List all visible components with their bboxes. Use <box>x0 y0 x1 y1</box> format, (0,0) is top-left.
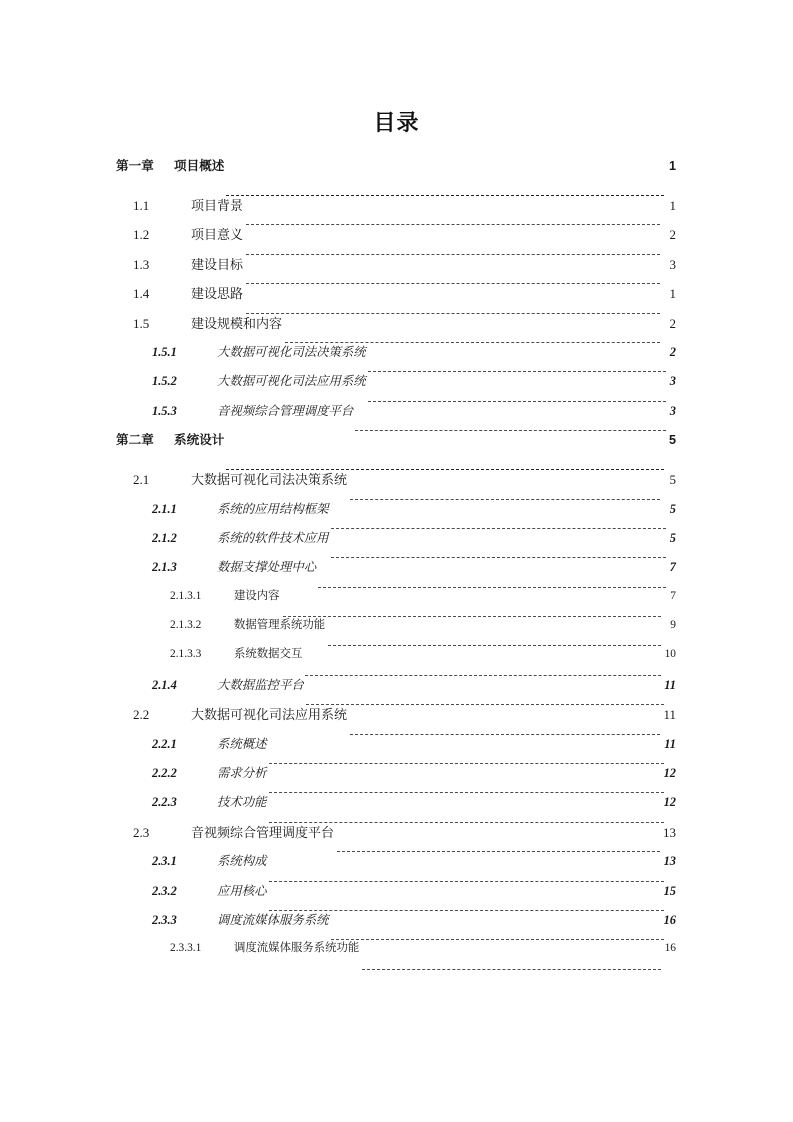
toc-entry-page-number: 11 <box>664 677 676 692</box>
toc-entry[interactable] <box>170 591 676 620</box>
toc-dot-leader <box>318 587 666 588</box>
toc-entry[interactable] <box>152 375 676 404</box>
toc-dot-leader <box>355 430 666 431</box>
toc-entry-page-number: 3 <box>669 403 676 418</box>
toc-entry-label: 大数据可视化司法应用系统 <box>217 374 366 389</box>
toc-entry-page-number: 5 <box>669 530 676 545</box>
toc-dot-leader <box>226 195 664 196</box>
toc-entry-number: 第二章 <box>116 433 154 448</box>
toc-entry-page-number: 1 <box>669 198 676 213</box>
toc-entry-number: 2.2.1 <box>152 736 177 751</box>
toc-entry-label: 数据管理系统功能 <box>234 619 326 632</box>
toc-entry-label: 音视频综合管理调度平台 <box>191 824 335 840</box>
toc-entry-page-number: 10 <box>664 648 676 661</box>
toc-dot-leader <box>337 851 660 852</box>
toc-entry[interactable] <box>152 346 676 375</box>
toc-entry-page-number: 12 <box>663 795 676 810</box>
toc-entry-page-number: 1 <box>668 159 676 173</box>
toc-entry[interactable] <box>152 885 676 914</box>
toc-entry-label: 建设思路 <box>191 286 244 302</box>
toc-entry-label: 系统构成 <box>217 854 267 869</box>
toc-entry-page-number: 2 <box>669 344 676 359</box>
toc-entry-number: 2.2.2 <box>152 766 177 781</box>
toc-entry-label: 系统数据交互 <box>234 648 303 661</box>
toc-entry-label: 系统设计 <box>174 433 225 448</box>
toc-entry-page-number: 13 <box>663 854 676 869</box>
toc-entry-number: 第一章 <box>116 159 154 173</box>
toc-entry[interactable] <box>152 561 676 590</box>
toc-entry[interactable] <box>152 914 676 943</box>
toc-dot-leader <box>246 224 660 225</box>
toc-dot-leader <box>331 557 666 558</box>
toc-dot-leader <box>269 792 664 793</box>
toc-entry-number: 2.1 <box>133 472 150 488</box>
toc-entry-label: 音视频综合管理调度平台 <box>217 403 354 418</box>
toc-entry[interactable] <box>116 160 676 199</box>
toc-entry-page-number: 2 <box>669 315 676 331</box>
toc-entry[interactable] <box>152 503 676 532</box>
toc-entry-number: 2.2 <box>133 707 150 723</box>
toc-entry-label: 应用核心 <box>217 883 267 898</box>
toc-entry-label: 项目概述 <box>174 159 225 173</box>
toc-entry-label: 项目意义 <box>191 227 244 243</box>
toc-entry[interactable] <box>133 317 676 346</box>
toc-dot-leader <box>246 254 660 255</box>
toc-entry-number: 1.5.1 <box>152 344 177 359</box>
toc-dot-leader <box>285 342 660 343</box>
toc-entry-number: 2.1.1 <box>152 501 177 516</box>
toc-entry-page-number: 16 <box>663 912 676 927</box>
toc-entry-page-number: 1 <box>669 286 676 302</box>
toc-entry-number: 2.3.2 <box>152 883 177 898</box>
toc-entry-page-number: 11 <box>664 736 676 751</box>
toc-dot-leader <box>331 528 666 529</box>
toc-dot-leader <box>306 704 665 705</box>
toc-entry-number: 2.3 <box>133 824 150 840</box>
toc-entry[interactable] <box>133 826 676 855</box>
toc-entry-number: 2.3.3 <box>152 912 177 927</box>
toc-entry-label: 需求分析 <box>217 766 267 781</box>
toc-dot-leader <box>269 910 664 911</box>
page-title: 目录 <box>373 110 420 135</box>
toc-entry-number: 1.1 <box>133 198 150 213</box>
toc-dot-leader <box>226 469 664 470</box>
toc-entry[interactable] <box>133 708 676 737</box>
toc-entry-page-number: 5 <box>668 433 676 448</box>
toc-dot-leader <box>368 371 666 372</box>
toc-dot-leader <box>269 822 664 823</box>
toc-entry-label: 系统的应用结构框架 <box>217 501 329 516</box>
toc-entry-label: 系统概述 <box>217 736 267 751</box>
toc-entry[interactable] <box>116 434 676 473</box>
toc-entry[interactable] <box>170 649 676 678</box>
toc-entry-label: 数据支撑处理中心 <box>217 560 317 575</box>
toc-entry-label: 技术功能 <box>217 795 267 810</box>
toc-entry[interactable] <box>152 532 676 561</box>
toc-entry-page-number: 16 <box>664 942 676 955</box>
toc-entry[interactable] <box>170 943 676 972</box>
toc-entry-label: 建设规模和内容 <box>191 315 283 331</box>
toc-entry[interactable] <box>152 796 676 825</box>
toc-dot-leader <box>362 969 661 970</box>
toc-entry-number: 2.1.3.1 <box>170 589 202 602</box>
toc-dot-leader <box>328 645 661 646</box>
toc-entry-page-number: 7 <box>670 589 676 602</box>
toc-dot-leader <box>331 939 664 940</box>
toc-entry[interactable] <box>152 405 676 434</box>
toc-entry-label: 大数据可视化司法应用系统 <box>191 707 348 723</box>
toc-entry-page-number: 5 <box>669 501 676 516</box>
toc-entry-label: 大数据可视化司法决策系统 <box>191 472 348 488</box>
toc-entry-page-number: 7 <box>669 560 676 575</box>
toc-entry-number: 1.5.2 <box>152 374 177 389</box>
toc-dot-leader <box>246 283 660 284</box>
toc-entry-number: 1.3 <box>133 256 150 272</box>
toc-entry-number: 2.1.4 <box>152 677 177 692</box>
toc-entry-page-number: 13 <box>663 824 676 840</box>
toc-entry-number: 1.4 <box>133 286 150 302</box>
toc-entry-label: 建设目标 <box>191 256 244 272</box>
toc-dot-leader <box>305 675 661 676</box>
toc-dot-leader <box>269 881 664 882</box>
toc-dot-leader <box>246 313 660 314</box>
toc-entry-label: 大数据可视化司法决策系统 <box>217 344 366 359</box>
toc-entry-page-number: 12 <box>663 766 676 781</box>
toc-entry[interactable] <box>133 199 676 228</box>
toc-entry-page-number: 2 <box>669 227 676 243</box>
toc-dot-leader <box>368 401 666 402</box>
toc-entry-page-number: 11 <box>663 707 676 723</box>
toc-entry-label: 调度流媒体服务系统功能 <box>234 942 360 955</box>
toc-entry[interactable] <box>133 228 676 257</box>
toc-entry[interactable] <box>152 767 676 796</box>
table-of-contents <box>116 160 676 973</box>
toc-entry-number: 2.1.3 <box>152 560 177 575</box>
toc-entry-number: 2.3.3.1 <box>170 942 202 955</box>
toc-entry-number: 2.2.3 <box>152 795 177 810</box>
toc-entry[interactable] <box>152 738 676 767</box>
toc-entry[interactable] <box>133 258 676 287</box>
toc-entry-label: 建设内容 <box>234 589 280 602</box>
toc-entry[interactable] <box>133 473 676 502</box>
toc-entry-label: 项目背景 <box>191 198 244 213</box>
toc-entry-number: 2.3.1 <box>152 854 177 869</box>
toc-dot-leader <box>269 763 665 764</box>
toc-entry-label: 大数据监控平台 <box>217 677 304 692</box>
toc-entry-page-number: 3 <box>669 256 676 272</box>
toc-dot-leader <box>350 734 660 735</box>
toc-entry-page-number: 5 <box>669 472 676 488</box>
toc-entry-page-number: 15 <box>663 883 676 898</box>
toc-entry-number: 2.1.3.3 <box>170 648 202 661</box>
toc-entry[interactable] <box>170 620 676 649</box>
toc-entry-page-number: 9 <box>670 619 676 632</box>
toc-entry[interactable] <box>133 287 676 316</box>
toc-dot-leader <box>350 499 660 500</box>
toc-entry-number: 2.1.3.2 <box>170 619 202 632</box>
toc-entry-number: 1.5 <box>133 315 150 331</box>
toc-entry-label: 系统的软件技术应用 <box>217 530 329 545</box>
toc-entry[interactable] <box>152 855 676 884</box>
toc-entry-number: 1.2 <box>133 227 150 243</box>
toc-entry-number: 2.1.2 <box>152 530 177 545</box>
toc-entry-label: 调度流媒体服务系统 <box>217 912 329 927</box>
toc-dot-leader <box>283 616 661 617</box>
toc-entry[interactable] <box>152 679 676 708</box>
toc-entry-page-number: 3 <box>669 374 676 389</box>
toc-entry-number: 1.5.3 <box>152 403 177 418</box>
